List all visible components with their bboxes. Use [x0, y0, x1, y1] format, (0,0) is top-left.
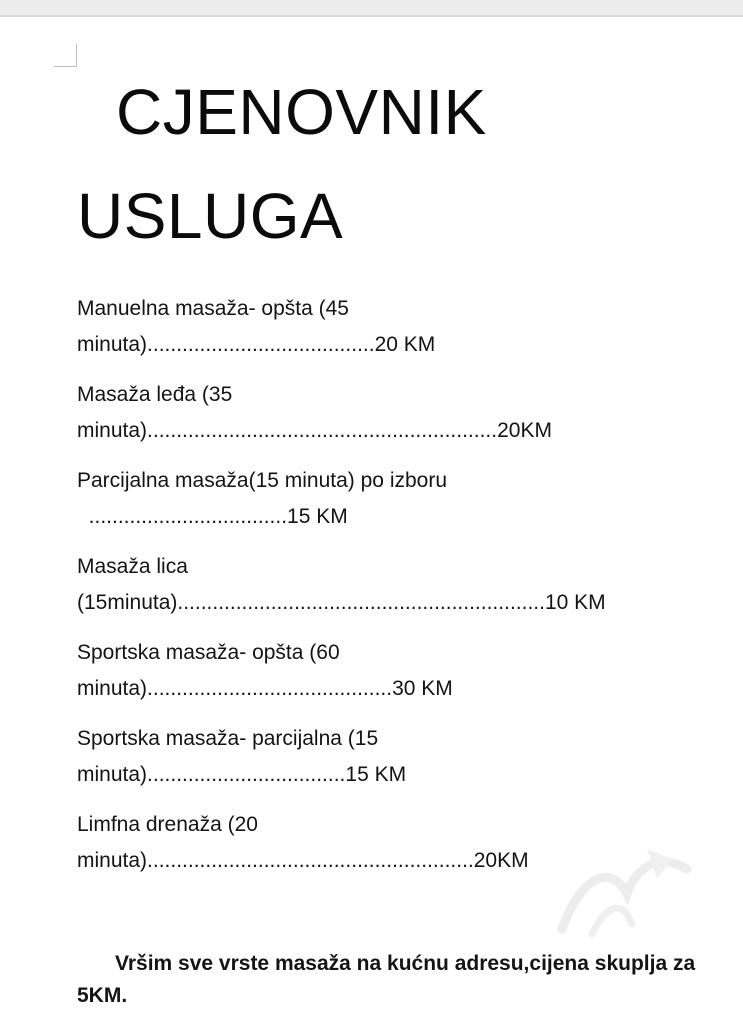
service-2-price: minuta)............................................................20KM — [77, 419, 552, 442]
service-4-price: (15minuta)...............................................................10 KM — [77, 591, 606, 614]
service-4-name: Masaža lica — [77, 555, 188, 578]
service-6-price: minuta)..................................15 KM — [77, 763, 407, 786]
service-2-name: Masaža leđa (35 — [77, 383, 233, 406]
service-3-price: ..................................15 KM — [77, 505, 348, 528]
document-title-line-1: CJENOVNIK — [116, 76, 487, 148]
watermark-logo — [552, 834, 702, 944]
service-3-name: Parcijalna masaža(15 minuta) po izboru — [77, 469, 448, 492]
document-title-line-2: USLUGA — [77, 180, 344, 252]
service-5-price: minuta)..........................................30 KM — [77, 677, 453, 700]
toolbar-strip — [0, 0, 743, 17]
service-1-name: Manuelna masaža- opšta (45 — [77, 297, 349, 320]
service-7-price: minuta)........................................................20KM — [77, 849, 529, 872]
page-margin-marker — [54, 44, 77, 67]
service-5-name: Sportska masaža- opšta (60 — [77, 641, 340, 664]
service-7-name: Limfna drenaža (20 — [77, 813, 258, 836]
home-visit-note: Vršim sve vrste masaža na kućnu adresu,cijena skuplja za 5KM. — [77, 952, 696, 1007]
service-6-name: Sportska masaža- parcijalna (15 — [77, 727, 379, 750]
service-1-price: minuta).......................................20 KM — [77, 333, 436, 356]
